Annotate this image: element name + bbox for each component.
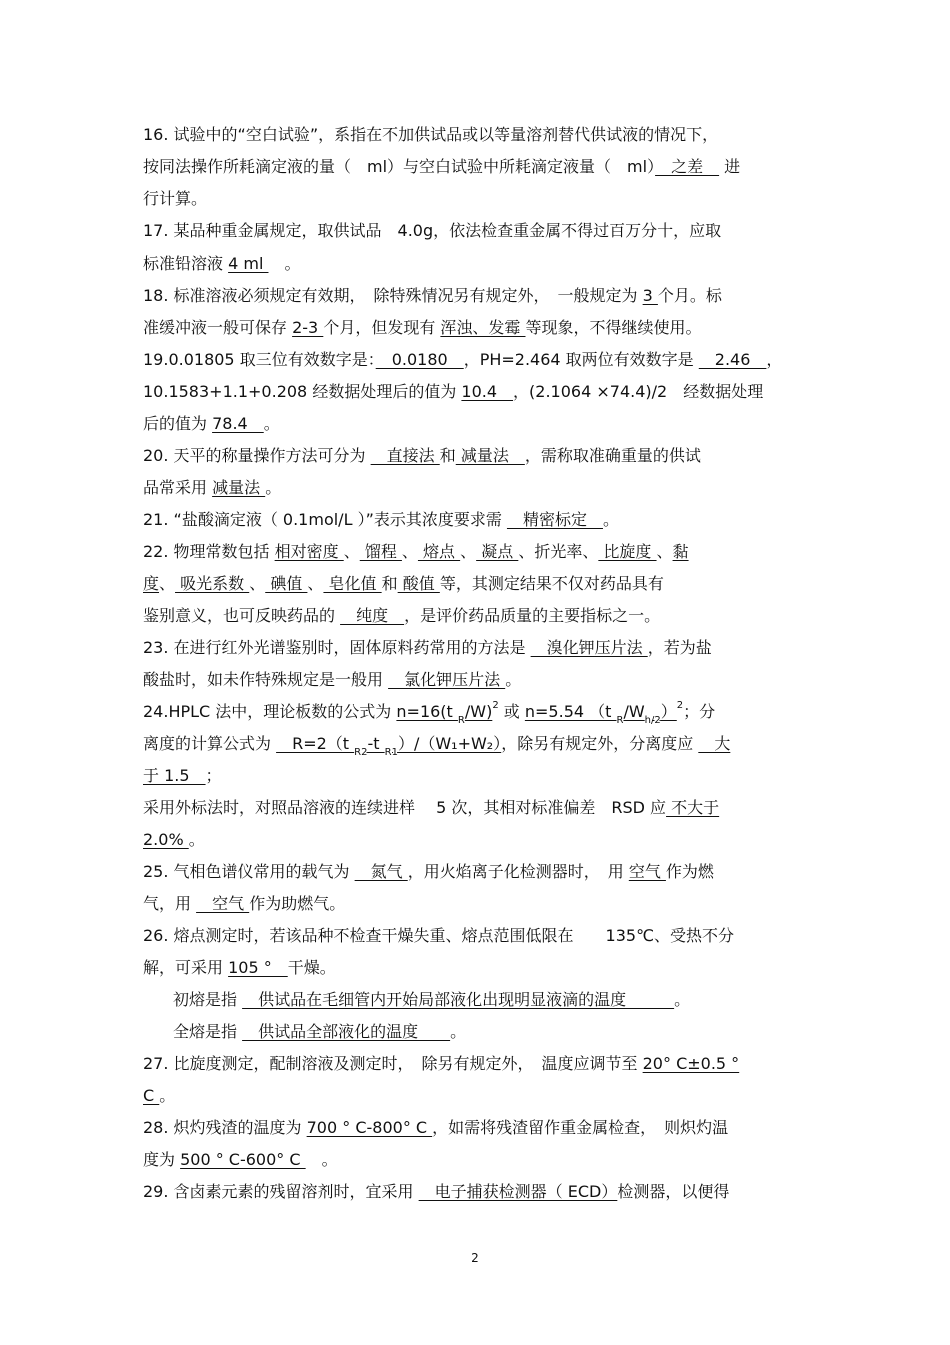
q24-text: 采用外标法时，对照品溶液的连续进样 5 次，其相对标准偏差 RSD 应 <box>143 798 667 817</box>
q25-text: 作为燃 <box>665 862 714 881</box>
q18-text: 等现象，不得继续使用。 <box>525 318 702 337</box>
formula-part: /W <box>623 702 645 721</box>
q20-answer: 减量法 <box>455 446 525 465</box>
q18-answer: 浑浊、发霉 <box>440 318 526 337</box>
q24-answer: 大 <box>698 734 731 753</box>
formula-part: /W) <box>464 702 493 721</box>
q26-text: 初熔是指 <box>173 990 243 1009</box>
q26-text: 干燥。 <box>287 958 336 977</box>
q27-answer: 20° C±0.5 ° <box>642 1054 740 1073</box>
q29-text: 29. 含卤素元素的残留溶剂时，宜采用 <box>143 1182 419 1201</box>
q26-answer: 105 ° <box>228 958 288 977</box>
q26-line1 <box>143 926 734 946</box>
q20-text: 。 <box>265 478 282 497</box>
formula-subscript: R <box>457 715 465 727</box>
q28-text: 28. 炽灼残渣的温度为 <box>143 1118 307 1137</box>
q16-text: 进 <box>719 157 741 176</box>
q28-line1 <box>143 1118 728 1138</box>
q24-line2 <box>143 734 731 759</box>
q25-line2 <box>143 894 345 914</box>
q24-text: ，除另有规定外，分离度应 <box>501 734 699 753</box>
q18-text: 个月。标 <box>657 286 722 305</box>
q27-text: 。 <box>159 1086 176 1105</box>
q17-text: 。 <box>268 254 301 273</box>
formula-part: n=16(t <box>396 702 458 721</box>
q20-answer: 减量法 <box>212 478 266 497</box>
formula-subscript: h/2 <box>644 715 661 727</box>
q22-answer: 纯度 <box>340 606 405 625</box>
q24-answer: 不大于 <box>666 798 720 817</box>
formula-superscript: 2 <box>676 699 684 711</box>
q16-text: 16. 试验中的“空白试验”，系指在不加供试品或以等量溶剂替代供试液的情况下， <box>143 125 719 144</box>
q19-text: 10.1583+1.1+0.208 经数据处理后的值为 <box>143 382 462 401</box>
q25-text: 25. 气相色谱仪常用的载气为 <box>143 862 355 881</box>
q19-text: ， <box>766 350 783 369</box>
q17-text: 17. 某品种重金属规定，取供试品 4.0g，依法检查重金属不得过百万分十，应取 <box>143 221 722 240</box>
q17-line2 <box>143 254 301 274</box>
q29-text: 检测器，以便得 <box>617 1182 730 1201</box>
q26-text: 。 <box>450 1022 467 1041</box>
q20-answer: 直接法 <box>370 446 440 465</box>
q29-answer: 电子捕获检测器（ ECD） <box>418 1182 618 1201</box>
q26-answer: 供试品在毛细管内开始局部液化出现明显液滴的温度 <box>242 990 675 1009</box>
q16-text: 行计算。 <box>143 189 208 208</box>
q22-text: ，是评价药品质量的主要指标之一。 <box>404 606 661 625</box>
q22-text: 、 <box>159 574 176 593</box>
q22-answer: 馏程 <box>359 542 402 561</box>
q19-text: 19.0.01805 取三位有效数字是： <box>143 350 376 369</box>
q22-answer: 熔点 <box>417 542 461 561</box>
q22-answer: 比旋度 <box>598 542 657 561</box>
q18-text: 18. 标准溶液必须规定有效期， 除特殊情况另有规定外， 一般规定为 <box>143 286 643 305</box>
q23-text: ，若为盐 <box>647 638 712 657</box>
q23-line1 <box>143 638 712 658</box>
q24-text: 24.HPLC 法中，理论板数的公式为 <box>143 702 397 721</box>
q22-text: 22. 物理常数包括 <box>143 542 275 561</box>
q18-answer: 2-3 <box>292 318 324 337</box>
q24-line5 <box>143 830 205 850</box>
q24-line4 <box>143 798 719 818</box>
formula-part: -t <box>367 734 385 753</box>
page-number: 2 <box>471 1251 479 1265</box>
q16-text: 按同法操作所耗滴定液的量（ ml）与空白试验中所耗滴定液量（ ml） <box>143 157 656 176</box>
q17-answer: 4 ml <box>228 254 269 273</box>
q22-answer: 酸值 <box>397 574 440 593</box>
q22-line1 <box>143 542 689 562</box>
formula-superscript: 2 <box>492 699 499 711</box>
q23-text: 23. 在进行红外光谱鉴别时，固体原料药常用的方法是 <box>143 638 531 657</box>
q23-text: 酸盐时，如未作特殊规定是一般用 <box>143 670 389 689</box>
q20-text: 品常采用 <box>143 478 213 497</box>
q26-line3 <box>173 990 690 1010</box>
q19-line1 <box>143 350 782 370</box>
q25-answer: 空气 <box>628 862 666 881</box>
q25-answer: 空气 <box>196 894 250 913</box>
q25-text: 作为助燃气。 <box>249 894 346 913</box>
formula-part: n=5.54 （t <box>524 702 617 721</box>
q28-answer: 500 ° C-600° C <box>180 1150 306 1169</box>
q20-text: 和 <box>439 446 456 465</box>
q24-text: ；分 <box>683 702 716 721</box>
q25-line1 <box>143 862 714 882</box>
q24-text: ； <box>205 766 222 785</box>
q19-text: ，(2.1064 ×74.4)/2 经数据处理 <box>513 382 764 401</box>
q19-text: ，PH=2.464 取两位有效数字是 <box>463 350 699 369</box>
formula-subscript: R2 <box>354 747 368 759</box>
q24-text: 。 <box>188 830 205 849</box>
q19-text: 后的值为 <box>143 414 213 433</box>
formula-part: R=2（t <box>276 734 355 753</box>
q26-text: 解，可采用 <box>143 958 229 977</box>
q16-line1 <box>143 125 718 145</box>
q20-text: 20. 天平的称量操作方法可分为 <box>143 446 371 465</box>
q24-line3 <box>143 766 222 786</box>
q26-text: 26. 熔点测定时，若该品种不检查干燥失重、熔点范围低限在 135℃、受热不分 <box>143 926 735 945</box>
q19-line3 <box>143 414 280 434</box>
q22-text: 、折光率、 <box>518 542 599 561</box>
q22-text: 鉴别意义，也可反映药品的 <box>143 606 341 625</box>
q23-line2 <box>143 670 521 690</box>
q25-text: 气，用 <box>143 894 197 913</box>
q22-line2 <box>143 574 664 594</box>
q22-text: 、 <box>656 542 673 561</box>
q27-answer: C <box>143 1086 160 1105</box>
q26-text: 全熔是指 <box>173 1022 243 1041</box>
q17-line1 <box>143 221 721 241</box>
q20-text: ，需称取准确重量的供试 <box>524 446 701 465</box>
q29-line1 <box>143 1182 729 1202</box>
q28-text: 。 <box>305 1150 338 1169</box>
q22-text: 、 <box>343 542 360 561</box>
q19-answer: 0.0180 <box>375 350 464 369</box>
q19-answer: 78.4 <box>212 414 264 433</box>
q28-text: ，如需将残渣留作重金属检查， 则炽灼温 <box>432 1118 729 1137</box>
q16-answer: 之差 <box>655 157 720 176</box>
q18-text: 个月，但发现有 <box>323 318 441 337</box>
q27-text: 27. 比旋度测定，配制溶液及测定时， 除另有规定外， 温度应调节至 <box>143 1054 643 1073</box>
q22-text: 、 <box>460 542 477 561</box>
q17-text: 标准铅溶液 <box>143 254 229 273</box>
q16-line2 <box>143 157 740 177</box>
q24-answer: 于 1.5 <box>143 766 206 785</box>
q18-line1 <box>143 286 722 306</box>
q24-text: 或 <box>498 702 525 721</box>
q28-text: 度为 <box>143 1150 181 1169</box>
q24-line1 <box>143 699 716 727</box>
q19-text: 。 <box>263 414 280 433</box>
q22-text: 等，其测定结果不仅对药品具有 <box>439 574 664 593</box>
q24-answer: 2.0% <box>143 830 189 849</box>
q22-text: 、 <box>249 574 266 593</box>
q27-line1 <box>143 1054 739 1074</box>
q18-line2 <box>143 318 702 338</box>
formula-subscript: R <box>616 715 624 727</box>
formula-subscript: R1 <box>384 747 398 759</box>
q21-answer: 精密标定 <box>506 510 603 529</box>
q22-answer: 碘值 <box>265 574 308 593</box>
q24-answer-plate-formula-2 <box>524 702 677 727</box>
q20-line2 <box>143 478 281 498</box>
q19-line2 <box>143 382 763 402</box>
q21-text: 21. “盐酸滴定液（ 0.1mol/L ）”表示其浓度要求需 <box>143 510 507 529</box>
q22-line3 <box>143 606 660 626</box>
q22-answer: 吸光系数 <box>175 574 250 593</box>
q21-line1 <box>143 510 619 530</box>
q22-answer: 度 <box>143 574 160 593</box>
q22-answer: 皂化值 <box>323 574 382 593</box>
q28-answer: 700 ° C-800° C <box>306 1118 433 1137</box>
q26-answer: 供试品全部液化的温度 <box>242 1022 451 1041</box>
q25-answer: 氮气 <box>354 862 408 881</box>
q26-text: 。 <box>674 990 691 1009</box>
q24-answer-resolution-formula <box>276 734 502 759</box>
q27-line2 <box>143 1086 175 1106</box>
q28-line2 <box>143 1150 338 1170</box>
q24-answer-plate-formula-1 <box>396 702 493 727</box>
q26-line2 <box>143 958 336 978</box>
q22-answer: 黏 <box>672 542 689 561</box>
q22-text: 和 <box>381 574 398 593</box>
q18-text: 准缓冲液一般可保存 <box>143 318 293 337</box>
q25-text: ，用火焰离子化检测器时， 用 <box>407 862 629 881</box>
q19-answer: 10.4 <box>461 382 514 401</box>
q16-line3 <box>143 189 207 209</box>
formula-part: ） <box>660 702 677 721</box>
q23-answer: 氯化钾压片法 <box>388 670 506 689</box>
q19-answer: 2.46 <box>698 350 767 369</box>
q22-answer: 相对密度 <box>274 542 344 561</box>
q24-text: 离度的计算公式为 <box>143 734 277 753</box>
q22-text: 、 <box>401 542 418 561</box>
q21-text: 。 <box>602 510 619 529</box>
q23-answer: 溴化钾压片法 <box>530 638 648 657</box>
q22-text: 、 <box>307 574 324 593</box>
q26-line4 <box>173 1022 466 1042</box>
q23-text: 。 <box>505 670 522 689</box>
formula-part: ）/（W₁+W₂） <box>397 734 502 753</box>
q20-line1 <box>143 446 701 466</box>
q18-answer: 3 <box>642 286 658 305</box>
q22-answer: 凝点 <box>476 542 519 561</box>
